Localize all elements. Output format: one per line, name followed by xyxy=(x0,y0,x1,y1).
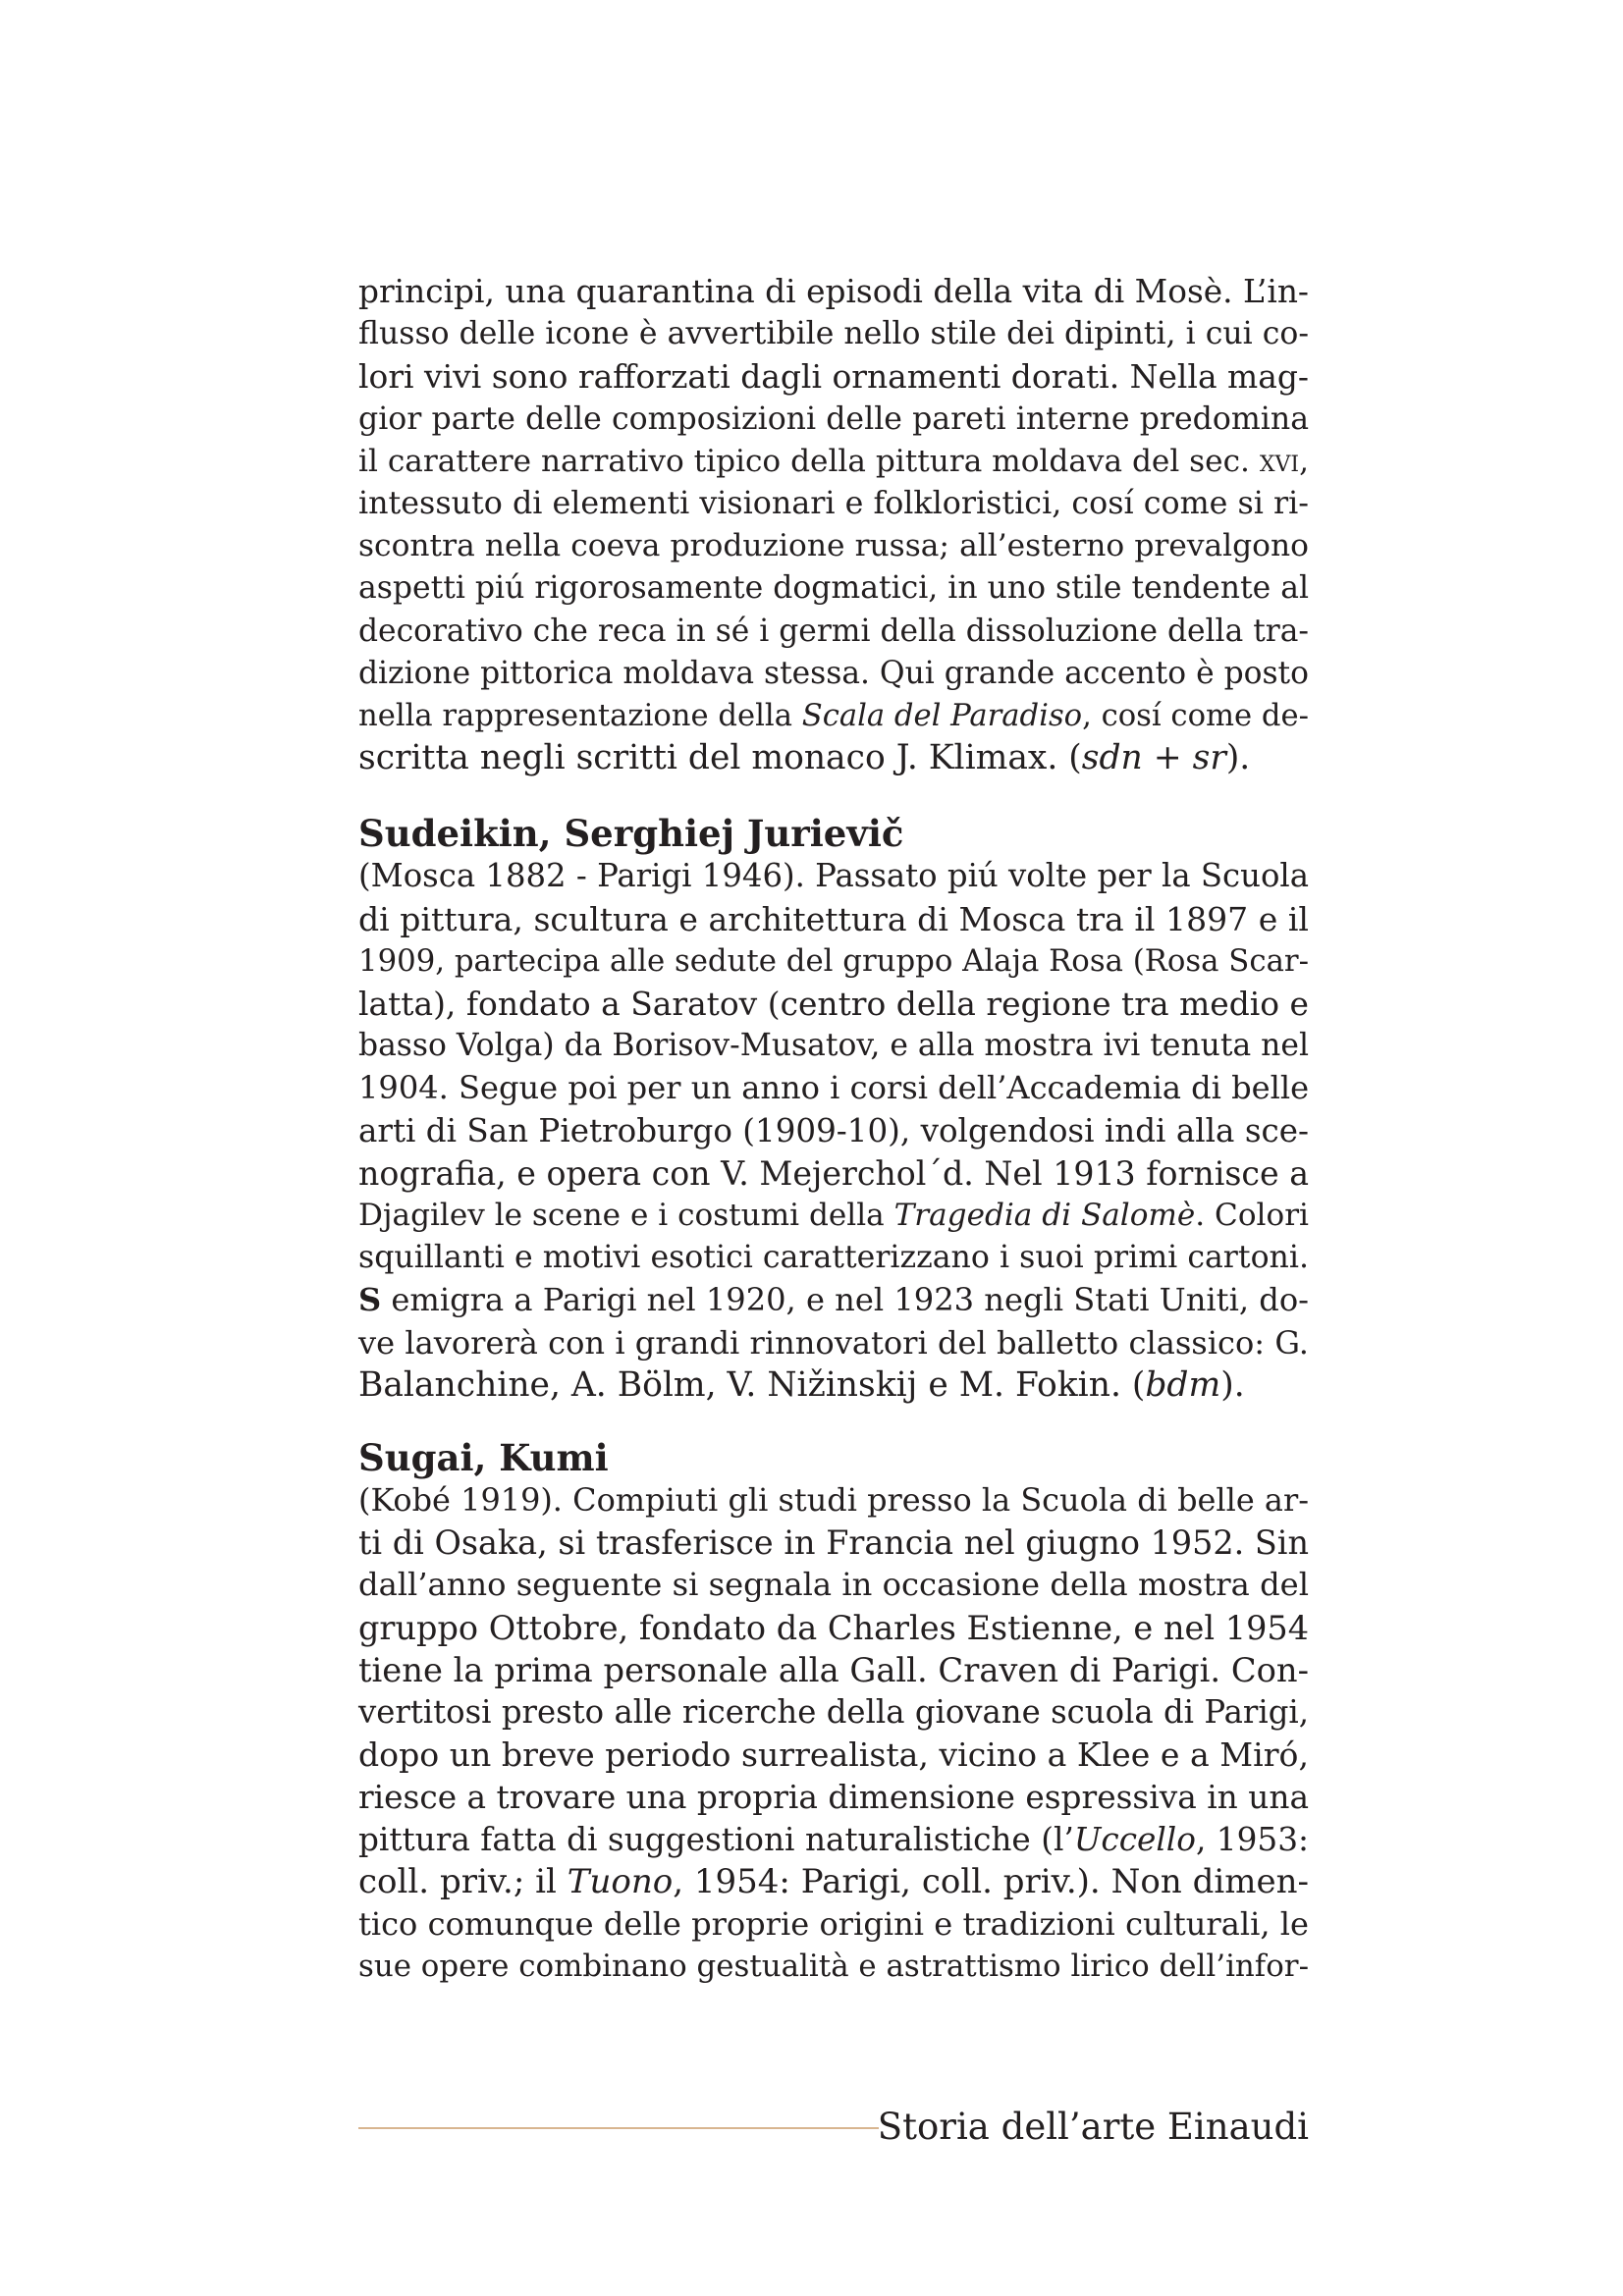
text-line: dall’anno seguente si segnala in occasione della mostra del xyxy=(358,1566,1309,1604)
text-line: decorativo che reca in sé i germi della dissoluzione della tra- xyxy=(358,613,1309,649)
footer-rule xyxy=(358,2127,879,2129)
text-line: 1909, partecipa alle sedute del gruppo Alaja Rosa (Rosa Scar- xyxy=(358,942,1309,979)
page-footer xyxy=(358,2103,1309,2152)
text-line: intessuto di elementi visionari e folkloristici, cosí come si ri- xyxy=(358,486,1309,522)
text-line: aspetti piú rigorosamente dogmatici, in uno stile tendente al xyxy=(358,570,1309,607)
text-line: flusso delle icone è avvertibile nello stile dei dipinti, i cui co- xyxy=(358,316,1309,352)
text-line: gior parte delle composizioni delle pareti interne predomina xyxy=(358,400,1309,437)
text-line: basso Volga) da Borisov-Musatov, e alla mostra ivi tenuta nel xyxy=(358,1028,1309,1064)
text-line: coll. priv.; il Tuono, 1954: Parigi, coll. priv.). Non dimen- xyxy=(358,1861,1309,1901)
text-line: principi, una quarantina di episodi della vita di Mosè. L’in- xyxy=(358,273,1309,310)
text-line: Balanchine, A. Bölm, V. Nižinskij e M. Fokin. (bdm). xyxy=(358,1364,1245,1405)
entry-sugai-body xyxy=(358,1479,1309,1988)
text-line: dopo un breve periodo surrealista, vicino a Klee e a Miró, xyxy=(358,1735,1309,1775)
footer-title: Storia dell’arte Einaudi xyxy=(877,2106,1309,2148)
text-line: pittura fatta di suggestioni naturalistiche (l’Uccello, 1953: xyxy=(358,1820,1310,1858)
text-column xyxy=(358,271,1309,1989)
text-line: ve lavorerà con i grandi rinnovatori del balletto classico: G. xyxy=(358,1323,1309,1362)
text-line: sue opere combinano gestualità e astrattismo lirico dell’infor- xyxy=(358,1949,1309,1985)
entry-sudeikin-body xyxy=(358,855,1309,1407)
text-line: vertitosi presto alle ricerche della giovane scuola di Parigi, xyxy=(358,1693,1309,1732)
text-line: riesce a trovare una propria dimensione espressiva in una xyxy=(358,1778,1309,1816)
entry-mose-continuation xyxy=(358,271,1309,779)
text-line: S emigra a Parigi nel 1920, e nel 1923 negli Stati Uniti, do- xyxy=(358,1281,1309,1319)
text-line: lori vivi sono rafforzati dagli ornamenti dorati. Nella mag- xyxy=(358,357,1309,397)
text-line: Djagilev le scene e i costumi della Tragedia di Salomè. Colori xyxy=(358,1198,1309,1234)
text-line: scritta negli scritti del monaco J. Klimax. (sdn + sr). xyxy=(358,738,1251,778)
text-line: di pittura, scultura e architettura di Mosca tra il 1897 e il xyxy=(358,899,1309,938)
text-line: (Mosca 1882 - Parigi 1946). Passato piú volte per la Scuola xyxy=(358,857,1309,895)
text-line: ti di Osaka, si trasferisce in Francia nel giugno 1952. Sin xyxy=(358,1523,1309,1563)
text-line: arti di San Pietroburgo (1909-10), volgendosi indi alla sce- xyxy=(358,1111,1309,1149)
text-line: (Kobé 1919). Compiuti gli studi presso la Scuola di belle ar- xyxy=(358,1481,1309,1520)
text-line: gruppo Ottobre, fondato da Charles Estienne, e nel 1954 xyxy=(358,1608,1309,1647)
text-line: il carattere narrativo tipico della pittura moldava del sec. xvi, xyxy=(358,443,1309,479)
text-line: tiene la prima personale alla Gall. Craven di Parigi. Con- xyxy=(358,1650,1309,1689)
text-line: 1904. Segue poi per un anno i corsi dell’Accademia di belle xyxy=(358,1069,1310,1107)
entry-heading-sudeikin: Sudeikin, Serghiej Jurievič xyxy=(358,812,904,856)
text-line: scontra nella coeva produzione russa; all’esterno prevalgono xyxy=(358,528,1309,564)
entry-heading-sugai: Sugai, Kumi xyxy=(358,1436,609,1480)
text-line: latta), fondato a Saratov (centro della regione tra medio e xyxy=(358,985,1309,1024)
text-line: nella rappresentazione della Scala del Paradiso, cosí come de- xyxy=(358,699,1309,734)
text-line: tico comunque delle proprie origini e tradizioni culturali, le xyxy=(358,1905,1309,1944)
text-line: dizione pittorica moldava stessa. Qui grande accento è posto xyxy=(358,655,1309,691)
text-line: squillanti e motivi esotici caratterizzano i suoi primi cartoni. xyxy=(358,1240,1309,1276)
text-line: nografia, e opera con V. Mejerchol´d. Nel 1913 fornisce a xyxy=(358,1153,1309,1193)
